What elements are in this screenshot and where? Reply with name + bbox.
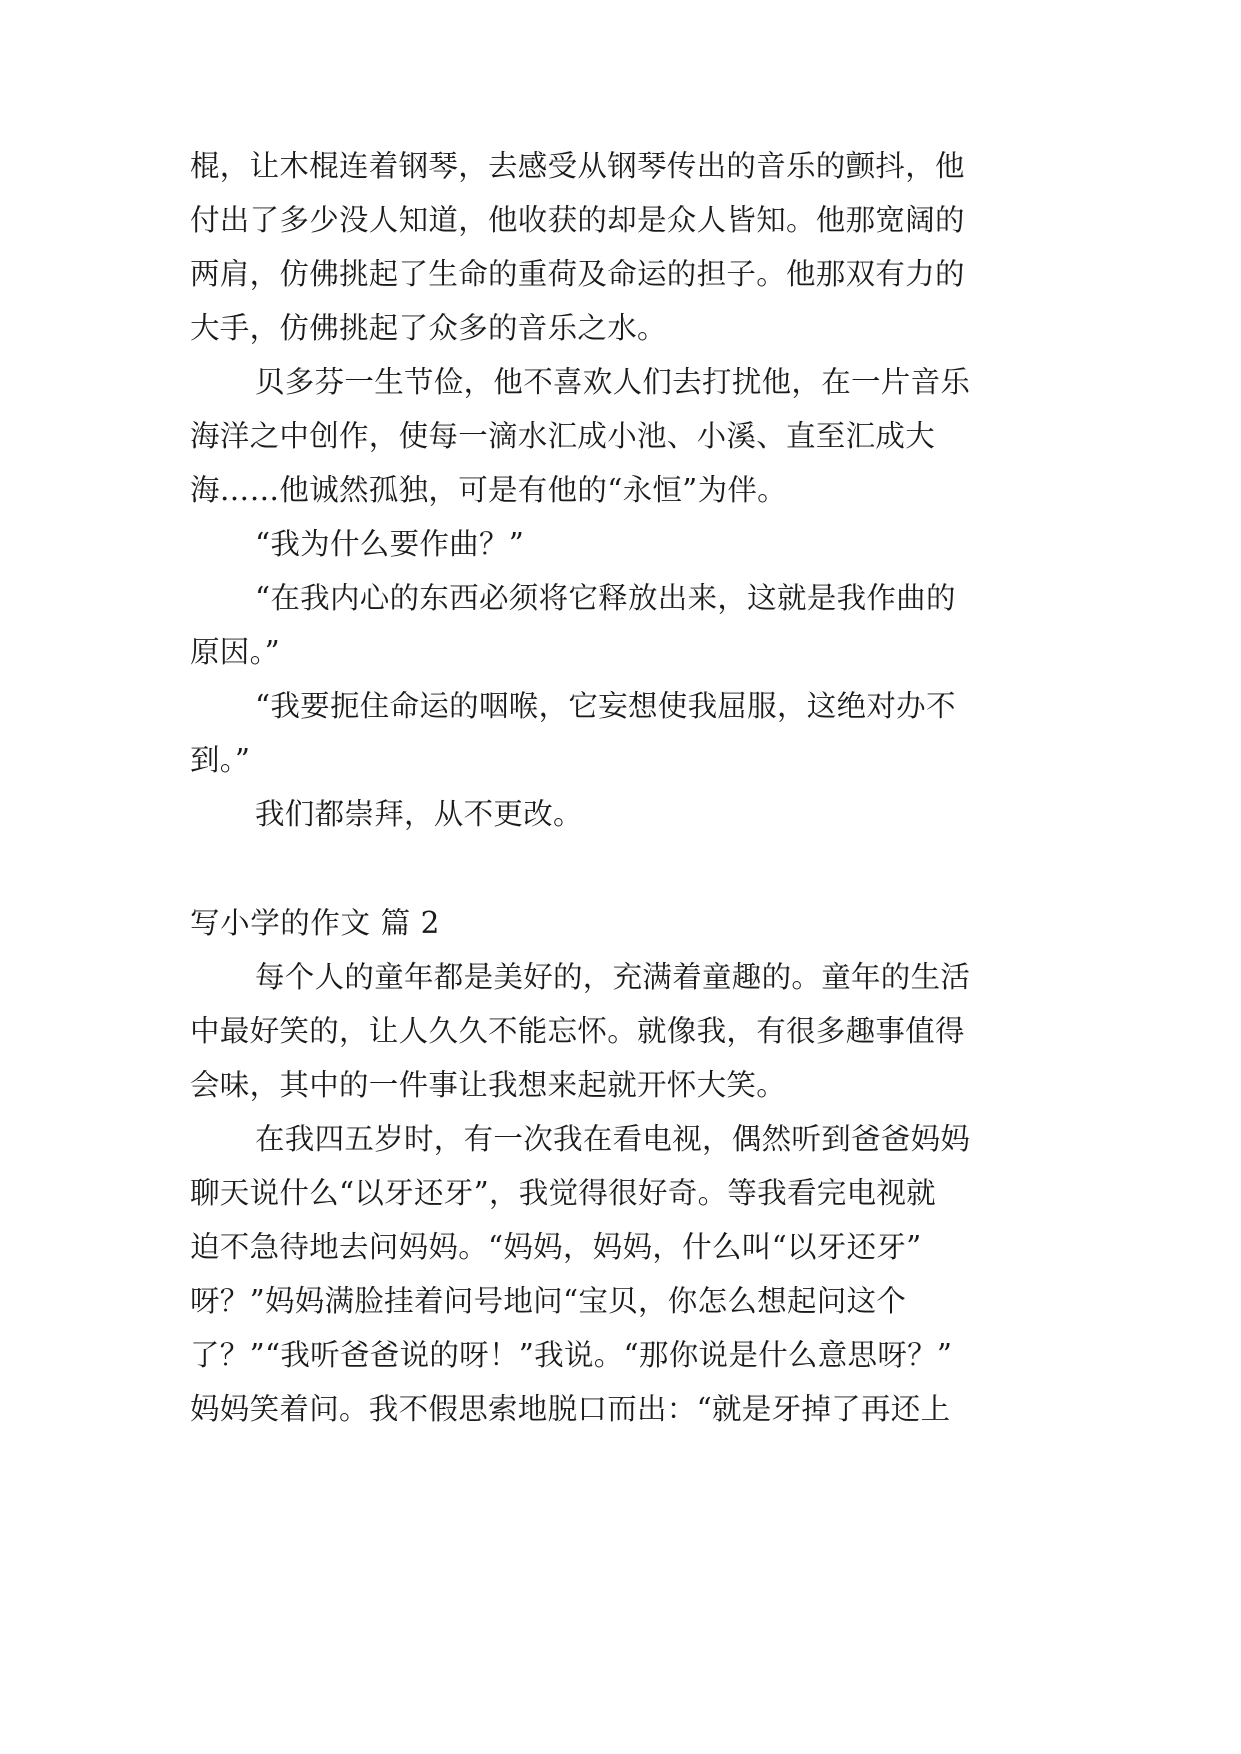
text-line: 大手，仿佛挑起了众多的音乐之水。 [190, 311, 667, 345]
text-line: 棍，让木棍连着钢琴，去感受从钢琴传出的音乐的颤抖，他 [190, 149, 965, 183]
text-line: 妈妈笑着问。我不假思索地脱口而出：“就是牙掉了再还上 [190, 1392, 951, 1426]
quote-line: “在我内心的东西必须将它释放出来，这就是我作曲的 [255, 581, 956, 615]
quote-line: “我要扼住命运的咽喉，它妄想使我屈服，这绝对办不 [255, 689, 956, 723]
text-line: 迫不急待地去问妈妈。“妈妈，妈妈，什么叫“以牙还牙” [190, 1230, 922, 1264]
paragraph-start-line: 贝多芬一生节俭，他不喜欢人们去打扰他，在一片音乐 [255, 365, 971, 399]
quote-line: “我为什么要作曲？” [255, 527, 525, 561]
text-line: 两肩，仿佛挑起了生命的重荷及命运的担子。他那双有力的 [190, 257, 965, 291]
text-line: 聊天说什么“以牙还牙”，我觉得很好奇。等我看完电视就 [190, 1176, 936, 1210]
text-line: 原因。” [190, 635, 281, 669]
section-title: 写小学的作文 篇 2 [190, 906, 441, 940]
text-line: 到。” [190, 743, 251, 777]
text-line: 会味，其中的一件事让我想来起就开怀大笑。 [190, 1068, 787, 1102]
text-line: 了？”“我听爸爸说的呀！”我说。“那你说是什么意思呀？” [190, 1338, 953, 1372]
paragraph-start-line: 在我四五岁时，有一次我在看电视，偶然听到爸爸妈妈 [255, 1122, 971, 1156]
paragraph-start-line: 我们都崇拜，从不更改。 [255, 797, 583, 831]
text-line: 中最好笑的，让人久久不能忘怀。就像我，有很多趣事值得 [190, 1014, 965, 1048]
text-line: 付出了多少没人知道，他收获的却是众人皆知。他那宽阔的 [190, 203, 965, 237]
text-line: 海……他诚然孤独，可是有他的“永恒”为伴。 [190, 473, 787, 507]
text-line: 海洋之中创作，使每一滴水汇成小池、小溪、直至汇成大 [190, 419, 936, 453]
text-line: 呀？”妈妈满脸挂着问号地问“宝贝，你怎么想起问这个 [190, 1284, 907, 1318]
paragraph-start-line: 每个人的童年都是美好的，充满着童趣的。童年的生活 [255, 960, 971, 994]
